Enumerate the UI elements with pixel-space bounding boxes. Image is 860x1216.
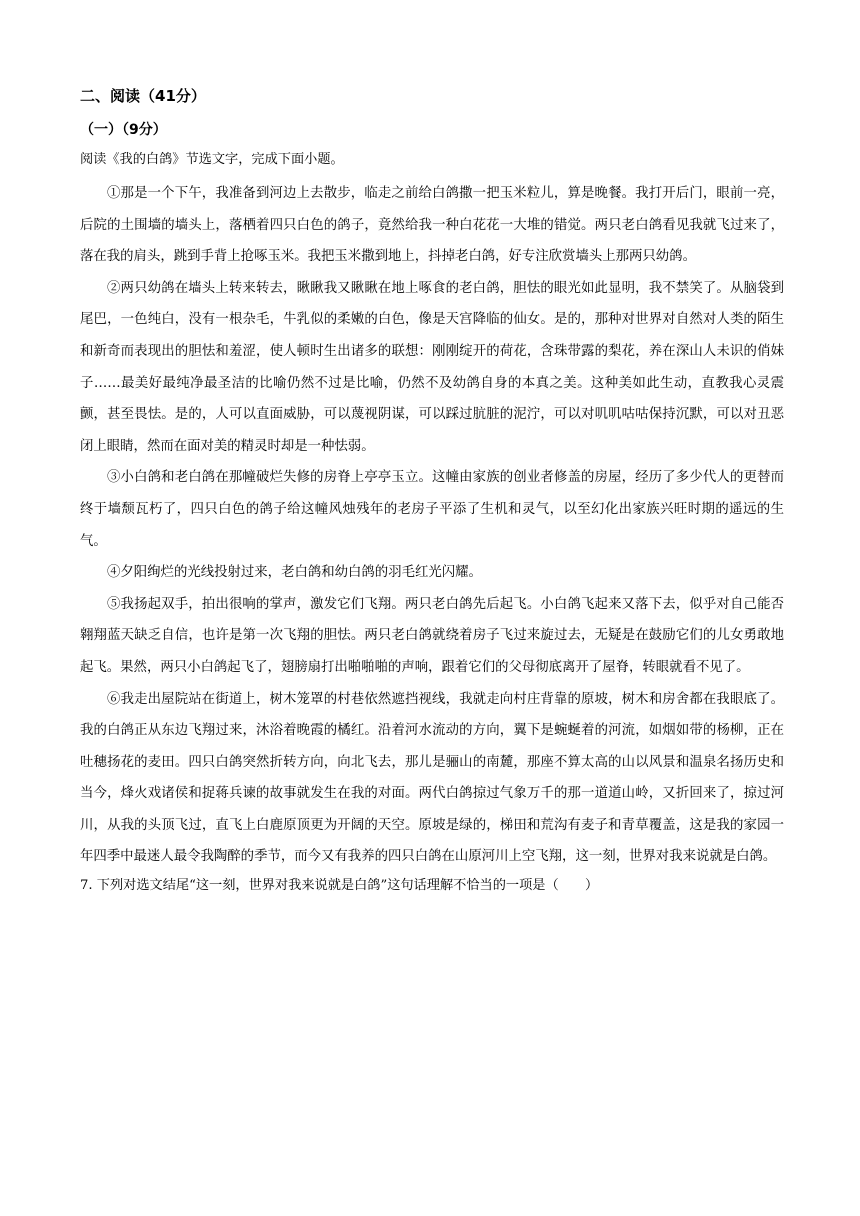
question-7: 7. 下列对选文结尾“这一刻，世界对我来说就是白鸽”这句话理解不恰当的一项是（ ） [80, 878, 599, 894]
reading-instruction: 阅读《我的白鸽》节选文字，完成下面小题。 [80, 152, 344, 167]
subsection-title: （一）（9分） [80, 122, 167, 138]
section-title: 二、阅读（41分） [80, 87, 206, 105]
document-content [80, 86, 784, 899]
paragraph-2: ②两只幼鸽在墙头上转来转去，瞅瞅我又瞅瞅在地上啄食的老白鸽，胆怯的眼光如此显明，我不禁笑了。从脑袋到尾巴，一色纯白，没有一根杂毛，牛乳似的柔嫩的白色，像是天宫降临的仙女。是的，那种对世界对自然对人类的陌生和新奇而表现出的胆怯和羞涩，使人顿时生出诸多的联想：刚刚绽开的荷花，含珠带露的梨花，养在深山人未识的俏妹子……最美好最纯净最圣洁的比喻仍然不过是比喻，仍然不及幼鸽自身的本真之美。这种美如此生动，直教我心灵震颤，甚至畏怯。是的，人可以直面威胁，可以蔑视阴谋，可以踩过肮脏的泥泞，可以对叽叽咕咕保持沉默，可以对丑恶闭上眼睛，然而在面对美的精灵时却是一种怯弱。 [80, 280, 784, 454]
paragraph-5: ⑤我扬起双手，拍出很响的掌声，激发它们飞翔。两只老白鸽先后起飞。小白鸽飞起来又落下去，似乎对自己能否翱翔蓝天缺乏自信，也许是第一次飞翔的胆怯。两只老白鸽就绕着房子飞过来旋过去，无疑是在鼓励它们的儿女勇敢地起飞。果然，两只小白鸽起飞了，翅膀扇打出啪啪啪的声响，跟着它们的父母彻底离开了屋脊，转眼就看不见了。 [80, 596, 784, 675]
paragraph-3: ③小白鸽和老白鸽在那幢破烂失修的房脊上亭亭玉立。这幢由家族的创业者修盖的房屋，经历了多少代人的更替而终于墙颓瓦朽了，四只白色的鸽子给这幢风烛残年的老房子平添了生机和灵气，以至幻化出家族兴旺时期的遥远的生气。 [80, 470, 784, 549]
paragraph-4: ④夕阳绚烂的光线投射过来，老白鸽和幼白鸽的羽毛红光闪耀。 [107, 565, 482, 581]
paragraph-6: ⑥我走出屋院站在街道上，树木笼罩的村巷依然遮挡视线，我就走向村庄背靠的原坡，树木和房舍都在我眼底了。我的白鸽正从东边飞翔过来，沐浴着晚霞的橘红。沿着河水流动的方向，翼下是蜿蜒着的河流，如烟如带的杨柳，正在吐穗扬花的麦田。四只白鸽突然折转方向，向北飞去，那儿是骊山的南麓，那座不算太高的山以风景和温泉名扬历史和当今，烽火戏诸侯和捉蒋兵谏的故事就发生在我的对面。两代白鸽掠过气象万千的那一道道山岭，又折回来了，掠过河川，从我的头顶飞过，直飞上白鹿原顶更为开阔的天空。原坡是绿的，梯田和荒沟有麦子和青草覆盖，这是我的家园一年四季中最迷人最令我陶醉的季节，而今又有我养的四只白鸽在山原河川上空飞翔，这一刻，世界对我来说就是白鸽。 [80, 691, 784, 865]
paragraph-1: ①那是一个下午，我准备到河边上去散步，临走之前给白鸽撒一把玉米粒儿，算是晚餐。我打开后门，眼前一亮，后院的土围墙的墙头上，落栖着四只白色的鸽子，竟然给我一种白花花一大堆的错觉。两只老白鸽看见我就飞过来了，落在我的肩头，跳到手背上抢啄玉米。我把玉米撒到地上，抖掉老白鸽，好专注欣赏墙头上那两只幼鸽。 [80, 186, 784, 265]
